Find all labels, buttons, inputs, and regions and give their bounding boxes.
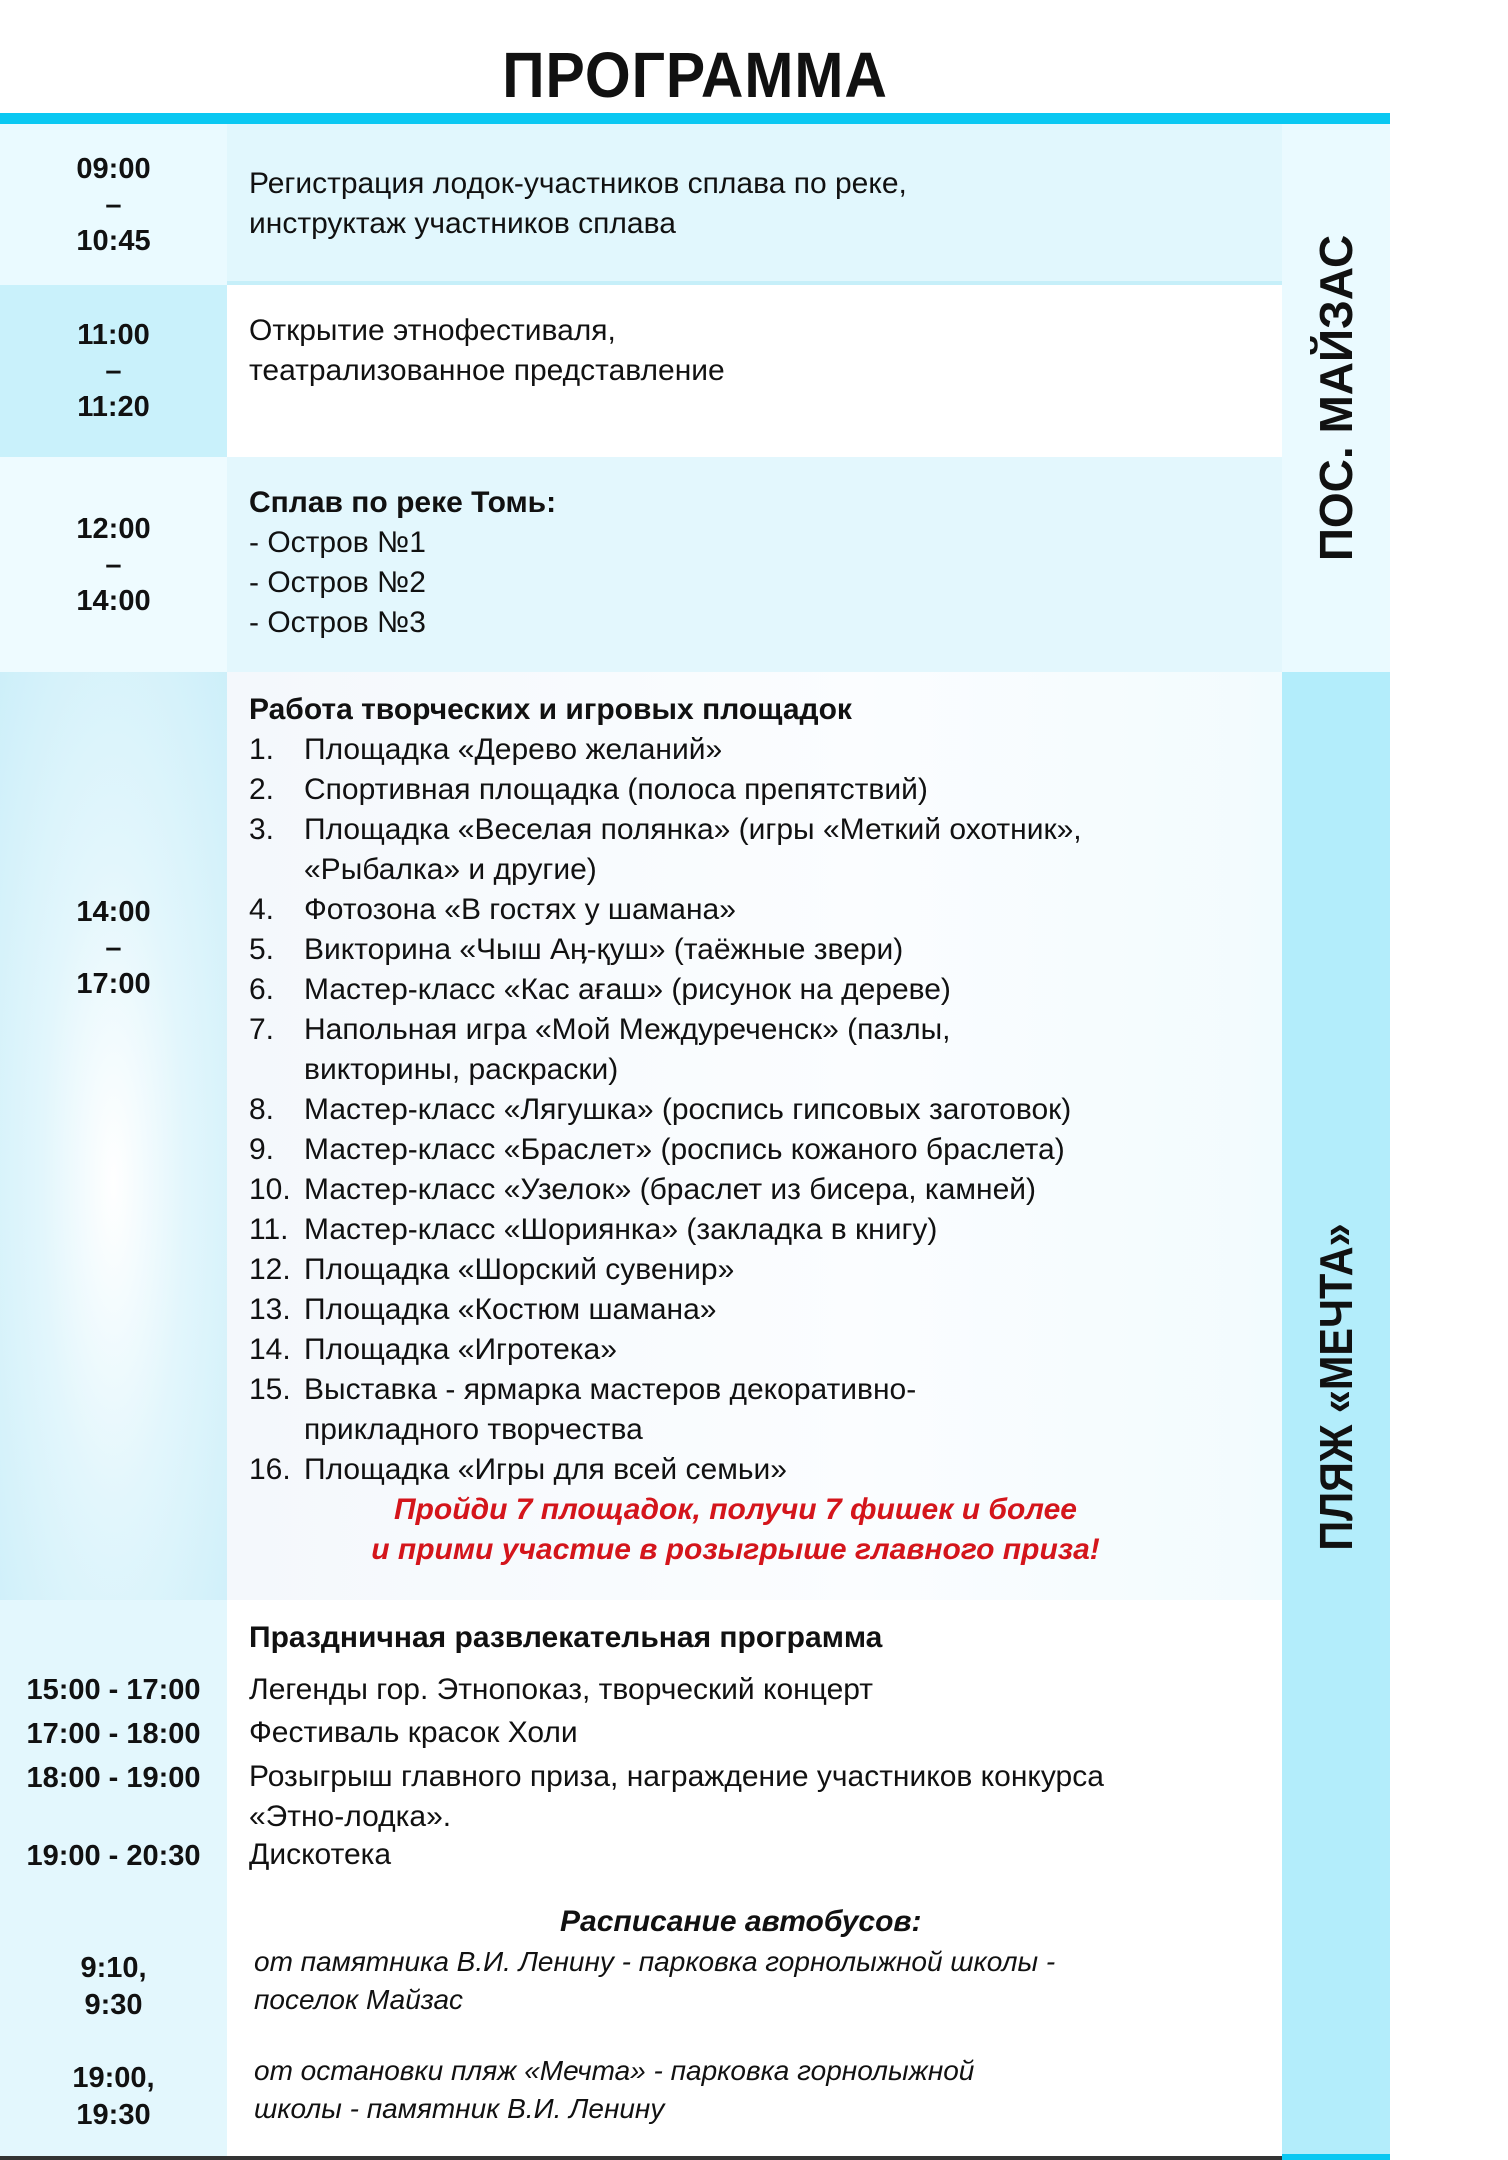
activity-text: Площадка «Шорский сувенир» [304,1253,735,1286]
event-line: - Остров №3 [249,606,426,639]
bottom-divider [0,2156,1282,2160]
promo-text [249,1490,1282,1570]
time-cell [0,124,227,285]
time-dash: – [105,932,122,964]
event-cell [227,124,1282,285]
activity-item [249,1330,1282,1370]
activity-number: 2. [249,773,275,806]
activity-item [249,1210,1282,1250]
event-text: Розыгрыш главного приза, награждение участников конкурса [249,1760,1104,1793]
bus-time: 9:30 [84,1989,143,2021]
event-heading: Работа творческих и игровых площадок [249,693,852,726]
bus-route [254,1943,1055,2019]
activity-number: 14. [249,1333,291,1366]
location-mechta-beach [1282,672,1390,2160]
activity-text: Площадка «Веселая полянка» (игры «Меткий охотник», [304,813,1082,846]
location-label: ПОС. МАЙЗАС [1310,234,1362,562]
time-dash: – [105,355,122,387]
activity-text: Площадка «Дерево желаний» [304,733,723,766]
activity-text: Площадка «Игры для всей семьи» [304,1453,787,1486]
time-start: 14:00 [76,896,151,928]
activity-list [249,730,1282,1490]
time-start: 11:00 [77,319,150,351]
activity-number: 10. [249,1173,291,1206]
time-cell [0,285,227,457]
schedule-row [0,672,1282,1600]
activity-number: 4. [249,893,275,926]
promo-line: Пройди 7 площадок, получи 7 фишек и более [394,1493,1077,1526]
event-line: театрализованное представление [249,354,725,387]
activity-item [249,1450,1282,1490]
activity-text: Спортивная площадка (полоса препятствий) [304,773,928,806]
activity-text: Фотозона «В гостях у шамана» [304,893,736,926]
activity-text-cont: «Рыбалка» и другие) [304,853,597,886]
event-time: 19:00 - 20:30 [26,1840,201,1872]
time-cell [0,457,227,672]
bus-route-line: от остановки пляж «Мечта» - парковка горнолыжной [254,2055,975,2086]
activity-number: 9. [249,1133,275,1166]
activity-text: Викторина «Чыш Аӊ-қуш» (таёжные звери) [304,933,904,966]
bus-route-line: поселок Майзас [254,1984,464,2015]
event-line: - Остров №1 [249,526,426,559]
activity-item [249,970,1282,1010]
activity-number: 3. [249,813,275,846]
event-text-cont: «Этно-лодка». [249,1800,452,1833]
event-line: Регистрация лодок-участников сплава по реке, [249,167,907,200]
page-title: ПРОГРАММА [502,39,888,111]
event-time: 15:00 - 17:00 [26,1674,201,1706]
activity-item [249,890,1282,930]
event-cell [227,457,1282,672]
time-cell [0,672,227,1600]
activity-number: 1. [249,733,275,766]
event-line: - Остров №2 [249,566,426,599]
schedule-row [0,124,1282,285]
activity-item [249,730,1282,770]
event-cell [227,285,1282,457]
bus-times [0,2060,227,2134]
event-text: Фестиваль красок Холи [249,1716,578,1749]
event-line: Открытие этнофестиваля, [249,314,616,347]
activity-number: 5. [249,933,275,966]
event-heading: Сплав по реке Томь: [249,486,557,519]
bus-times [0,1950,227,2024]
activity-item [249,930,1282,970]
bus-route [254,2052,974,2128]
activity-number: 16. [249,1453,291,1486]
event-line: инструктаж участников сплава [249,207,676,240]
bus-route-line: от памятника В.И. Ленину - парковка горнолыжной школы - [254,1946,1056,1977]
bus-heading: Расписание автобусов: [560,1905,922,1938]
event-time: 17:00 - 18:00 [26,1718,201,1750]
activity-item [249,1370,1282,1410]
activity-item [249,810,1282,850]
activity-number: 11. [249,1213,289,1246]
activity-text: Мастер-класс «Узелок» (браслет из бисера, камней) [304,1173,1037,1206]
time-end: 17:00 [76,968,151,1000]
activity-text: Площадка «Игротека» [304,1333,617,1366]
activity-number: 8. [249,1093,275,1126]
activity-number: 13. [249,1293,291,1326]
event-text: Легенды гор. Этнопоказ, творческий концерт [249,1673,874,1706]
activity-item [249,1130,1282,1170]
time-dash: – [105,548,122,581]
bus-route-line: школы - памятник В.И. Ленину [254,2093,665,2124]
time-start: 09:00 [76,152,151,185]
activity-item [249,1290,1282,1330]
bus-time: 19:30 [76,2099,151,2131]
activity-item [249,1250,1282,1290]
time-start: 12:00 [76,512,151,545]
activity-item [249,1090,1282,1130]
time-end: 14:00 [76,584,151,617]
activity-item [249,1010,1282,1050]
activity-text: Выставка - ярмарка мастеров декоративно- [304,1373,917,1406]
schedule-row [0,285,1282,457]
activity-text: Мастер-класс «Браслет» (роспись кожаного браслета) [304,1133,1065,1166]
bottom-accent [1282,2154,1390,2160]
bus-time: 9:10, [80,1952,147,1984]
evening-heading: Праздничная развлекательная программа [249,1621,883,1654]
activity-text: Мастер-класс «Лягушка» (роспись гипсовых заготовок) [304,1093,1072,1126]
activity-number: 7. [249,1013,275,1046]
activity-item [249,770,1282,810]
activity-text: Напольная игра «Мой Междуреченск» (пазлы, [304,1013,951,1046]
activity-number: 15. [249,1373,291,1406]
activity-text: Мастер-класс «Шориянка» (закладка в книгу) [304,1213,938,1246]
event-cell [227,672,1282,1600]
time-end: 10:45 [76,224,151,257]
location-maizas [1282,124,1390,672]
activity-number: 12. [249,1253,291,1286]
activity-text-cont: викторины, раскраски) [304,1053,619,1086]
event-text: Дискотека [249,1838,392,1871]
bus-time: 19:00, [72,2062,155,2094]
event-time: 18:00 - 19:00 [26,1762,201,1794]
activity-text: Площадка «Костюм шамана» [304,1293,717,1326]
activity-number: 6. [249,973,275,1006]
location-label: ПЛЯЖ «МЕЧТА» [1310,1223,1362,1551]
header-divider [0,113,1390,124]
activity-text-cont: прикладного творчества [304,1413,643,1446]
time-dash: – [105,188,122,221]
activity-text: Мастер-класс «Кас ағаш» (рисунок на дереве) [304,973,951,1006]
schedule-row [0,457,1282,672]
time-end: 11:20 [77,391,150,423]
promo-line: и прими участие в розыгрыше главного приза! [371,1533,1100,1566]
activity-item [249,1170,1282,1210]
